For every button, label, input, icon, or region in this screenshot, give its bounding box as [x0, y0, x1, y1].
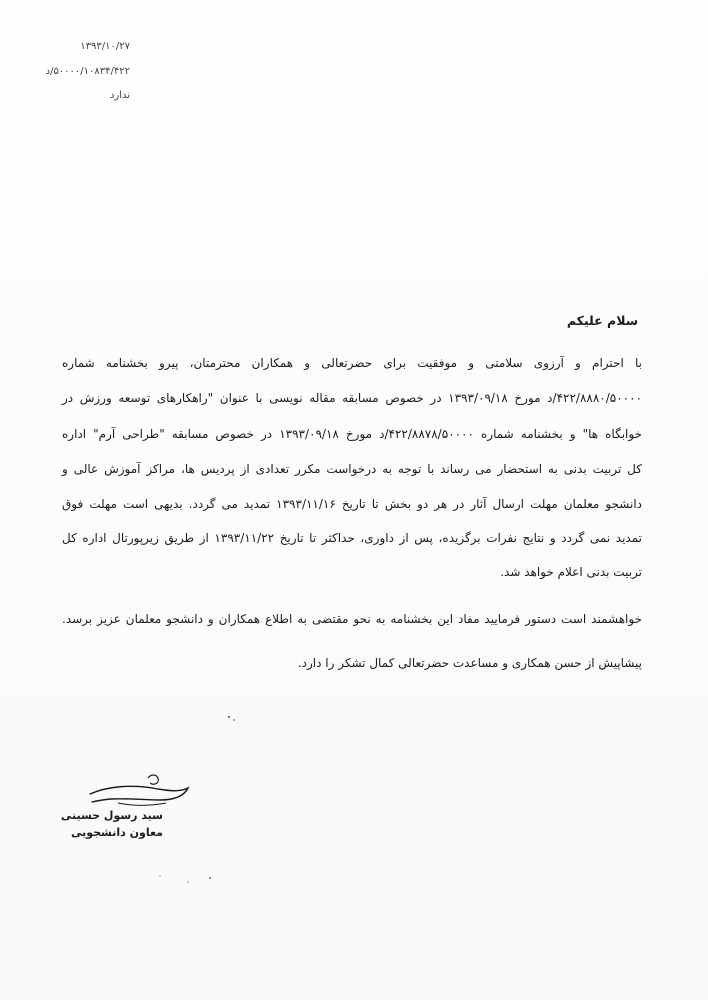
- signatory-name: سید رسول حسینی: [60, 809, 163, 822]
- letter-attachment: ندارد: [109, 90, 130, 101]
- body-line-2: ۴۲۲/۸۸۸۰/۵۰۰۰۰/د مورخ ۱۳۹۳/۰۹/۱۸ در خصوص مسابقه مقاله نویسی با عنوان "راهکارهای توسعه ورزش در: [62, 391, 642, 405]
- body-line-1: با احترام و آرزوی سلامتی و موفقیت برای حضرتعالی و همکاران محترمتان، پیرو بخشنامه شماره: [62, 356, 642, 370]
- thanks-line: پیشاپیش از حسن همکاری و مساعدت حضرتعالی کمال تشکر را دارد.: [297, 656, 642, 670]
- letter-date: ۱۳۹۳/۱۰/۲۷: [80, 41, 130, 52]
- greeting: سلام علیکم: [566, 313, 638, 328]
- request-line: خواهشمند است دستور فرمایید مفاد این بخشنامه به نحو مقتضی به اطلاع همکاران و دانشجو معلمان عزیز برسد.: [62, 612, 642, 626]
- signatory-title: معاون دانشجویی: [70, 826, 163, 839]
- letter-number: ۵۰۰۰۰/۱۰۸۳۴/۴۲۲/د: [45, 66, 130, 77]
- body-line-5: دانشجو معلمان مهلت ارسال آثار در هر دو بخش تا تاریخ ۱۳۹۳/۱۱/۱۶ تمدید می گردد. بدیهی است مهلت فوق: [62, 497, 642, 511]
- body-line-7: تربیت بدنی اعلام خواهد شد.: [500, 565, 642, 579]
- body-line-4: کل تربیت بدنی به استحضار می رساند با توجه به درخواست مکرر تعدادی از پردیس ها، مراکز آموزش عالی و: [62, 462, 642, 476]
- body-line-6: تمدید نمی گردد و نتایج نفرات برگزیده، پس از داوری، حداکثر تا تاریخ ۱۳۹۳/۱۱/۲۲ از طریق زیرپورتال اداره کل: [62, 531, 642, 545]
- body-line-3: خوابگاه ها" و بخشنامه شماره ۴۲۲/۸۸۷۸/۵۰۰۰۰/د مورخ ۱۳۹۳/۰۹/۱۸ در خصوص مسابقه "طراحی آرم" اداره: [62, 427, 642, 441]
